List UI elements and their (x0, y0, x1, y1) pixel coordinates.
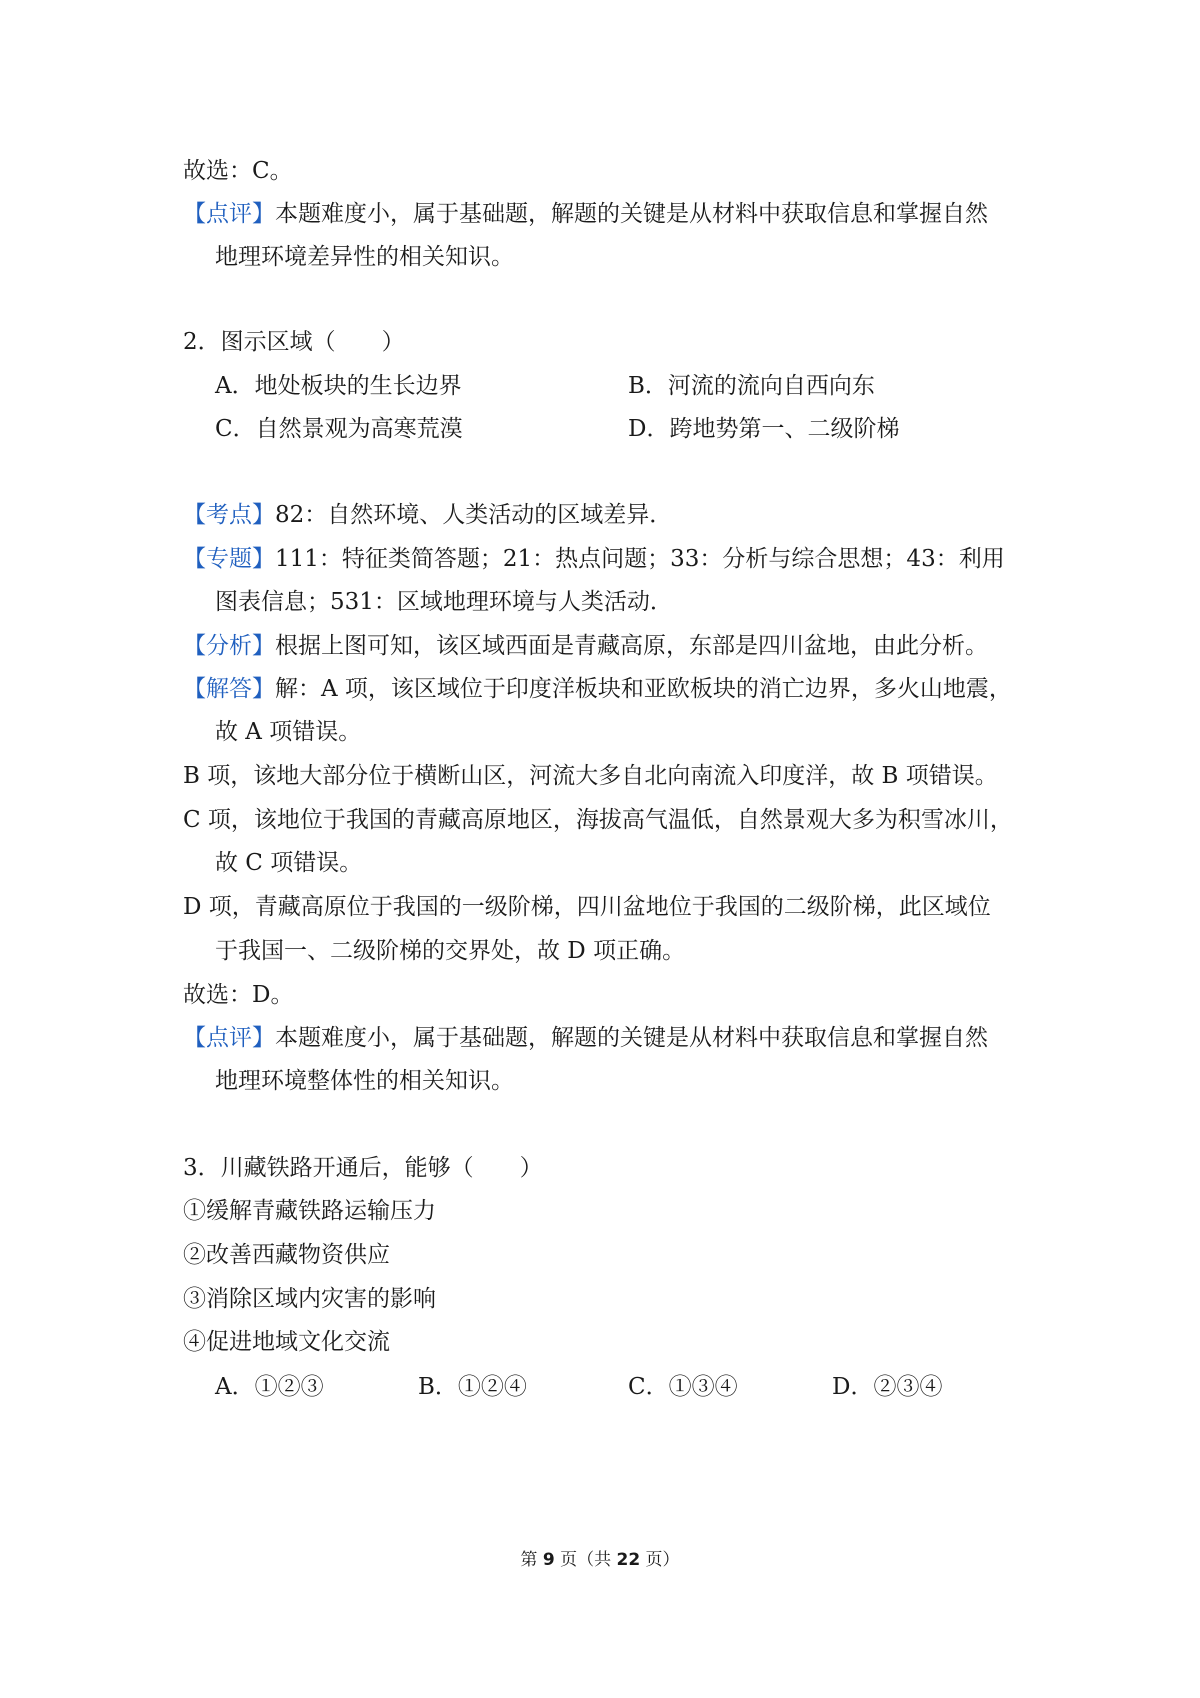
fenxi-text: 根据上图可知，该区域西面是青藏高原，东部是四川盆地，由此分析。 (275, 633, 988, 659)
q2-zhuanti (183, 544, 1005, 574)
q1-review (183, 199, 988, 229)
footer-middle: 页（共 (554, 1550, 617, 1570)
footer-page-number: 9 (542, 1550, 555, 1570)
q2-fenxi (183, 631, 988, 661)
q2-option-b: B．河流的流向自西向东 (628, 373, 875, 399)
kaodian-tag: 【考点】 (183, 502, 275, 528)
q2-answer: 故选：D。 (183, 982, 294, 1008)
q2-zhuanti-cont: 图表信息；531：区域地理环境与人类活动． (215, 589, 673, 615)
q2-review (183, 1023, 988, 1053)
zhuanti-text: 111：特征类简答题；21：热点问题；33：分析与综合思想；43：利用 (275, 546, 1005, 572)
q2-item-c: C 项，该地位于我国的青藏高原地区，海拔高气温低，自然景观大多为积雪冰川， (183, 807, 1013, 833)
review-text: 本题难度小，属于基础题，解题的关键是从材料中获取信息和掌握自然 (275, 1025, 988, 1051)
q2-item-d-cont: 于我国一、二级阶梯的交界处，故 D 项正确。 (215, 938, 686, 964)
q1-review-cont: 地理环境差异性的相关知识。 (215, 244, 514, 270)
review-text: 本题难度小，属于基础题，解题的关键是从材料中获取信息和掌握自然 (275, 201, 988, 227)
q3-item-2: ②改善西藏物资供应 (183, 1242, 390, 1268)
q3-item-1: ①缓解青藏铁路运输压力 (183, 1198, 436, 1224)
jieda-text: 解：A 项，该区域位于印度洋板块和亚欧板块的消亡边界，多火山地震， (275, 676, 1012, 702)
q3-item-3: ③消除区域内灾害的影响 (183, 1286, 436, 1312)
page-footer (0, 1548, 1200, 1572)
q1-answer: 故选：C。 (183, 158, 293, 184)
q3-option-d: D．②③④ (832, 1374, 943, 1400)
q3-option-c: C．①③④ (628, 1374, 738, 1400)
q2-item-d: D 项，青藏高原位于我国的一级阶梯，四川盆地位于我国的二级阶梯，此区域位 (183, 894, 991, 920)
footer-total-pages: 22 (616, 1550, 641, 1570)
q2-option-c: C．自然景观为高寒荒漠 (215, 416, 463, 442)
footer-suffix: 页） (640, 1550, 680, 1570)
q2-option-d: D．跨地势第一、二级阶梯 (628, 416, 900, 442)
q2-kaodian (183, 500, 672, 530)
q2-jieda (183, 674, 1012, 704)
q3-option-b: B．①②④ (418, 1374, 527, 1400)
q3-option-a: A．①②③ (215, 1374, 324, 1400)
q3-stem: 3．川藏铁路开通后，能够（ ） (183, 1155, 543, 1181)
footer-prefix: 第 (520, 1550, 543, 1570)
fenxi-tag: 【分析】 (183, 633, 275, 659)
q2-option-a: A．地处板块的生长边界 (215, 373, 462, 399)
zhuanti-tag: 【专题】 (183, 546, 275, 572)
review-tag: 【点评】 (183, 1025, 275, 1051)
q3-item-4: ④促进地域文化交流 (183, 1329, 390, 1355)
q2-review-cont: 地理环境整体性的相关知识。 (215, 1068, 514, 1094)
q2-jieda-cont: 故 A 项错误。 (215, 719, 362, 745)
jieda-tag: 【解答】 (183, 676, 275, 702)
q2-stem: 2．图示区域（ ） (183, 329, 405, 355)
kaodian-text: 82：自然环境、人类活动的区域差异． (275, 502, 673, 528)
q2-item-c-cont: 故 C 项错误。 (215, 850, 363, 876)
q2-item-b: B 项，该地大部分位于横断山区，河流大多自北向南流入印度洋，故 B 项错误。 (183, 763, 998, 789)
review-tag: 【点评】 (183, 201, 275, 227)
